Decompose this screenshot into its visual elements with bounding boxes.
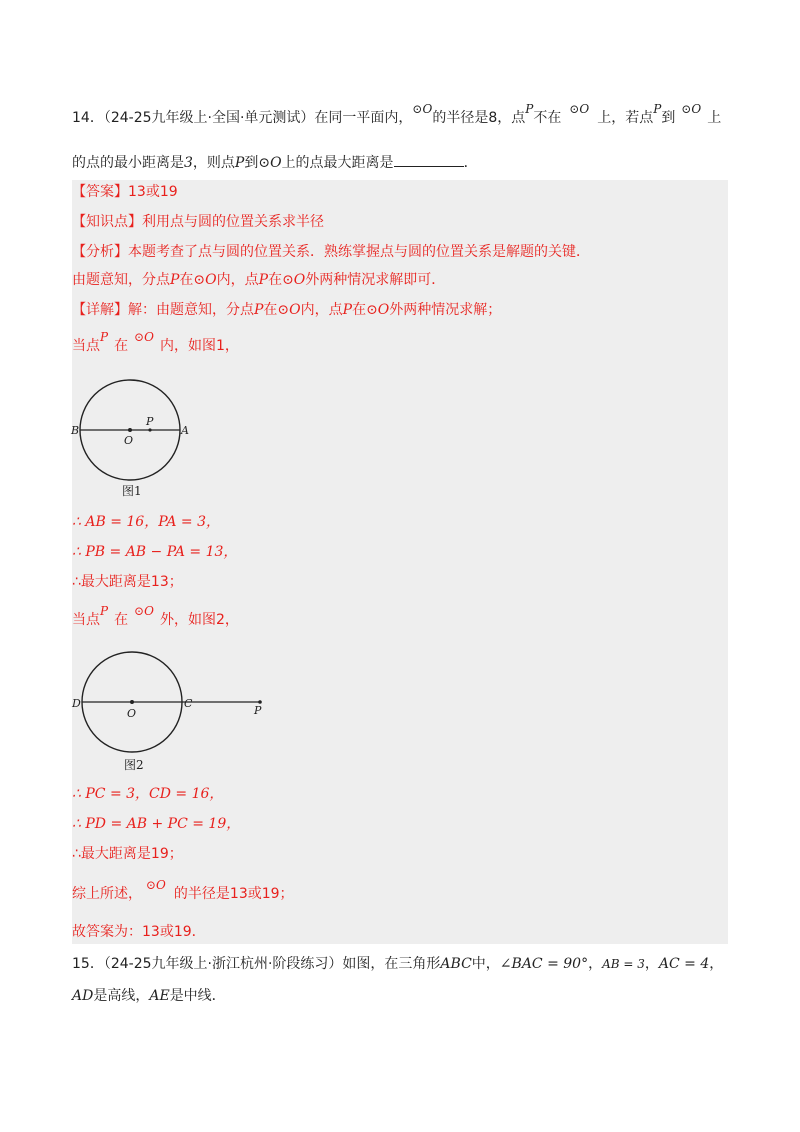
circle-o-symbol: ⊙O bbox=[282, 272, 306, 288]
case-text: 在 bbox=[114, 612, 129, 628]
equation-text: ∴ PD = AB + PC = 19， bbox=[72, 816, 241, 832]
point-p: P bbox=[234, 155, 245, 171]
angle-bac: ∠BAC = 90° bbox=[499, 956, 589, 972]
circle-o-symbol: ⊙O bbox=[258, 155, 282, 171]
case-text: 在 bbox=[114, 338, 129, 354]
summary-line bbox=[72, 878, 294, 904]
q15-text: ， bbox=[588, 956, 603, 972]
analysis-line bbox=[72, 242, 590, 262]
detail-text: 解：由题意知，分点 bbox=[128, 302, 254, 318]
analysis-value: 本题考查了点与圆的位置关系．熟练掌握点与圆的位置关系是解题的关键． bbox=[128, 244, 590, 260]
label-c: C bbox=[184, 697, 193, 710]
detail-text: 在 bbox=[352, 302, 367, 318]
q15-text: ， bbox=[709, 956, 724, 972]
equation-3 bbox=[72, 572, 183, 592]
label-p: P bbox=[146, 415, 154, 428]
q14-text: 到 bbox=[244, 155, 259, 171]
q15-text: ， bbox=[644, 956, 659, 972]
answer-line bbox=[72, 182, 178, 202]
q14-text: 不在 bbox=[533, 110, 562, 126]
label-o: O bbox=[127, 707, 137, 720]
knowledge-point-line bbox=[72, 212, 324, 232]
detail-text: 内，点 bbox=[300, 302, 343, 318]
equation-text: ∴最大距离是19； bbox=[72, 846, 183, 862]
circle-o-symbol: ⊙O bbox=[681, 102, 702, 116]
final-answer: 故答案为：13或19． bbox=[72, 924, 206, 940]
q15-text: 是高线， bbox=[93, 988, 150, 1004]
q14-text: 上 bbox=[707, 110, 722, 126]
analysis-line-2 bbox=[72, 270, 445, 290]
knowledge-point-label: 【知识点】 bbox=[72, 214, 142, 230]
equation-text: ∴ PC = 3，CD = 16， bbox=[72, 786, 224, 802]
detail-text: 外两种情况求解； bbox=[389, 302, 502, 318]
equation-1 bbox=[72, 512, 220, 532]
case-text: 内，如图1， bbox=[159, 338, 239, 354]
min-distance: 3 bbox=[184, 155, 193, 171]
equation-text: ∴ PB = AB − PA = 13， bbox=[72, 544, 238, 560]
analysis-text: 由题意知，分点 bbox=[72, 272, 170, 288]
case-text: 当点 bbox=[72, 612, 100, 628]
equation-text: ∴最大距离是13； bbox=[72, 574, 183, 590]
q14-number: 14． bbox=[72, 110, 104, 126]
equation-4 bbox=[72, 784, 223, 804]
point-p: P bbox=[258, 272, 269, 288]
q14-text: 上的点最大距离是 bbox=[281, 155, 394, 171]
circle-o-symbol: ⊙O bbox=[366, 302, 390, 318]
case-text: 外，如图2， bbox=[159, 612, 239, 628]
figure-2-diagram bbox=[70, 650, 270, 755]
summary-text: 综上所述， bbox=[72, 886, 142, 902]
label-b: B bbox=[71, 424, 80, 437]
case-1-line bbox=[72, 330, 239, 356]
circle-o-symbol: ⊙O bbox=[134, 330, 154, 344]
q14-text: 的点的最小距离是 bbox=[72, 155, 184, 171]
q14-text: ，则点 bbox=[192, 155, 235, 171]
equation-5 bbox=[72, 814, 240, 834]
circle-o-symbol: ⊙O bbox=[412, 102, 433, 116]
circle-o-symbol: ⊙O bbox=[193, 272, 217, 288]
circle-o-symbol: ⊙O bbox=[569, 102, 590, 116]
q15-source: （24-25九年级上·浙江杭州·阶段练习） bbox=[103, 956, 343, 972]
q14-text: ． bbox=[463, 155, 478, 171]
summary-text: 的半径是13或19； bbox=[173, 886, 294, 902]
triangle-abc: ABC bbox=[440, 956, 472, 972]
point-p: P bbox=[653, 102, 662, 116]
q14-text: 的半径是8，点 bbox=[432, 110, 526, 126]
point-p: P bbox=[100, 604, 109, 618]
segment-ad: AD bbox=[72, 988, 94, 1004]
q15-text: 是中线． bbox=[169, 988, 226, 1004]
label-a: A bbox=[181, 424, 189, 437]
q14-line-1 bbox=[72, 102, 722, 128]
q14-source: （24-25九年级上·全国·单元测试） bbox=[103, 110, 315, 126]
q15-text: 中， bbox=[471, 956, 500, 972]
q14-line-2 bbox=[72, 152, 478, 173]
equation-2 bbox=[72, 542, 237, 562]
center-o-dot bbox=[130, 700, 134, 704]
answer-blank bbox=[394, 152, 464, 167]
analysis-label: 【分析】 bbox=[72, 244, 128, 260]
q15-number: 15． bbox=[72, 956, 104, 972]
point-p: P bbox=[254, 302, 264, 318]
case-text: 当点 bbox=[72, 338, 100, 354]
analysis-text: 外两种情况求解即可． bbox=[305, 272, 446, 288]
length-ab: AB = 3 bbox=[602, 957, 645, 971]
point-p: P bbox=[342, 302, 353, 318]
circle-o-symbol: ⊙O bbox=[134, 604, 154, 618]
answer-label: 【答案】 bbox=[72, 184, 128, 200]
analysis-text: 在 bbox=[179, 272, 194, 288]
point-p-dot bbox=[148, 428, 151, 431]
center-o-dot bbox=[128, 428, 132, 432]
q15-line-2 bbox=[72, 986, 226, 1006]
label-o: O bbox=[124, 434, 134, 447]
case-2-line bbox=[72, 604, 239, 630]
point-p: P bbox=[525, 102, 534, 116]
analysis-text: 内，点 bbox=[216, 272, 259, 288]
q14-text: 到 bbox=[661, 110, 676, 126]
answer-value: 13或19 bbox=[128, 184, 178, 200]
figure-1-diagram bbox=[70, 378, 200, 483]
circle-o-symbol: ⊙O bbox=[277, 302, 301, 318]
detail-line bbox=[72, 300, 501, 320]
label-p: P bbox=[254, 704, 262, 717]
q15-line-1 bbox=[72, 954, 723, 974]
knowledge-point-value: 利用点与圆的位置关系求半径 bbox=[142, 214, 324, 230]
detail-text: 在 bbox=[263, 302, 278, 318]
length-ac: AC = 4 bbox=[658, 956, 710, 972]
final-answer-line bbox=[72, 922, 206, 942]
figure-2-caption: 图2 bbox=[124, 758, 144, 772]
detail-label: 【详解】 bbox=[72, 302, 128, 318]
equation-text: ∴ AB = 16，PA = 3， bbox=[72, 514, 220, 530]
analysis-text: 在 bbox=[268, 272, 283, 288]
point-p: P bbox=[100, 330, 109, 344]
q15-text: 如图，在三角形 bbox=[342, 956, 441, 972]
label-d: D bbox=[72, 697, 81, 710]
q14-text: 上，若点 bbox=[597, 110, 654, 126]
q14-text: 在同一平面内， bbox=[314, 110, 413, 126]
point-p: P bbox=[170, 272, 180, 288]
figure-1-caption: 图1 bbox=[122, 484, 142, 498]
segment-ae: AE bbox=[149, 988, 170, 1004]
equation-6 bbox=[72, 844, 183, 864]
circle-o-symbol: ⊙O bbox=[146, 878, 166, 892]
